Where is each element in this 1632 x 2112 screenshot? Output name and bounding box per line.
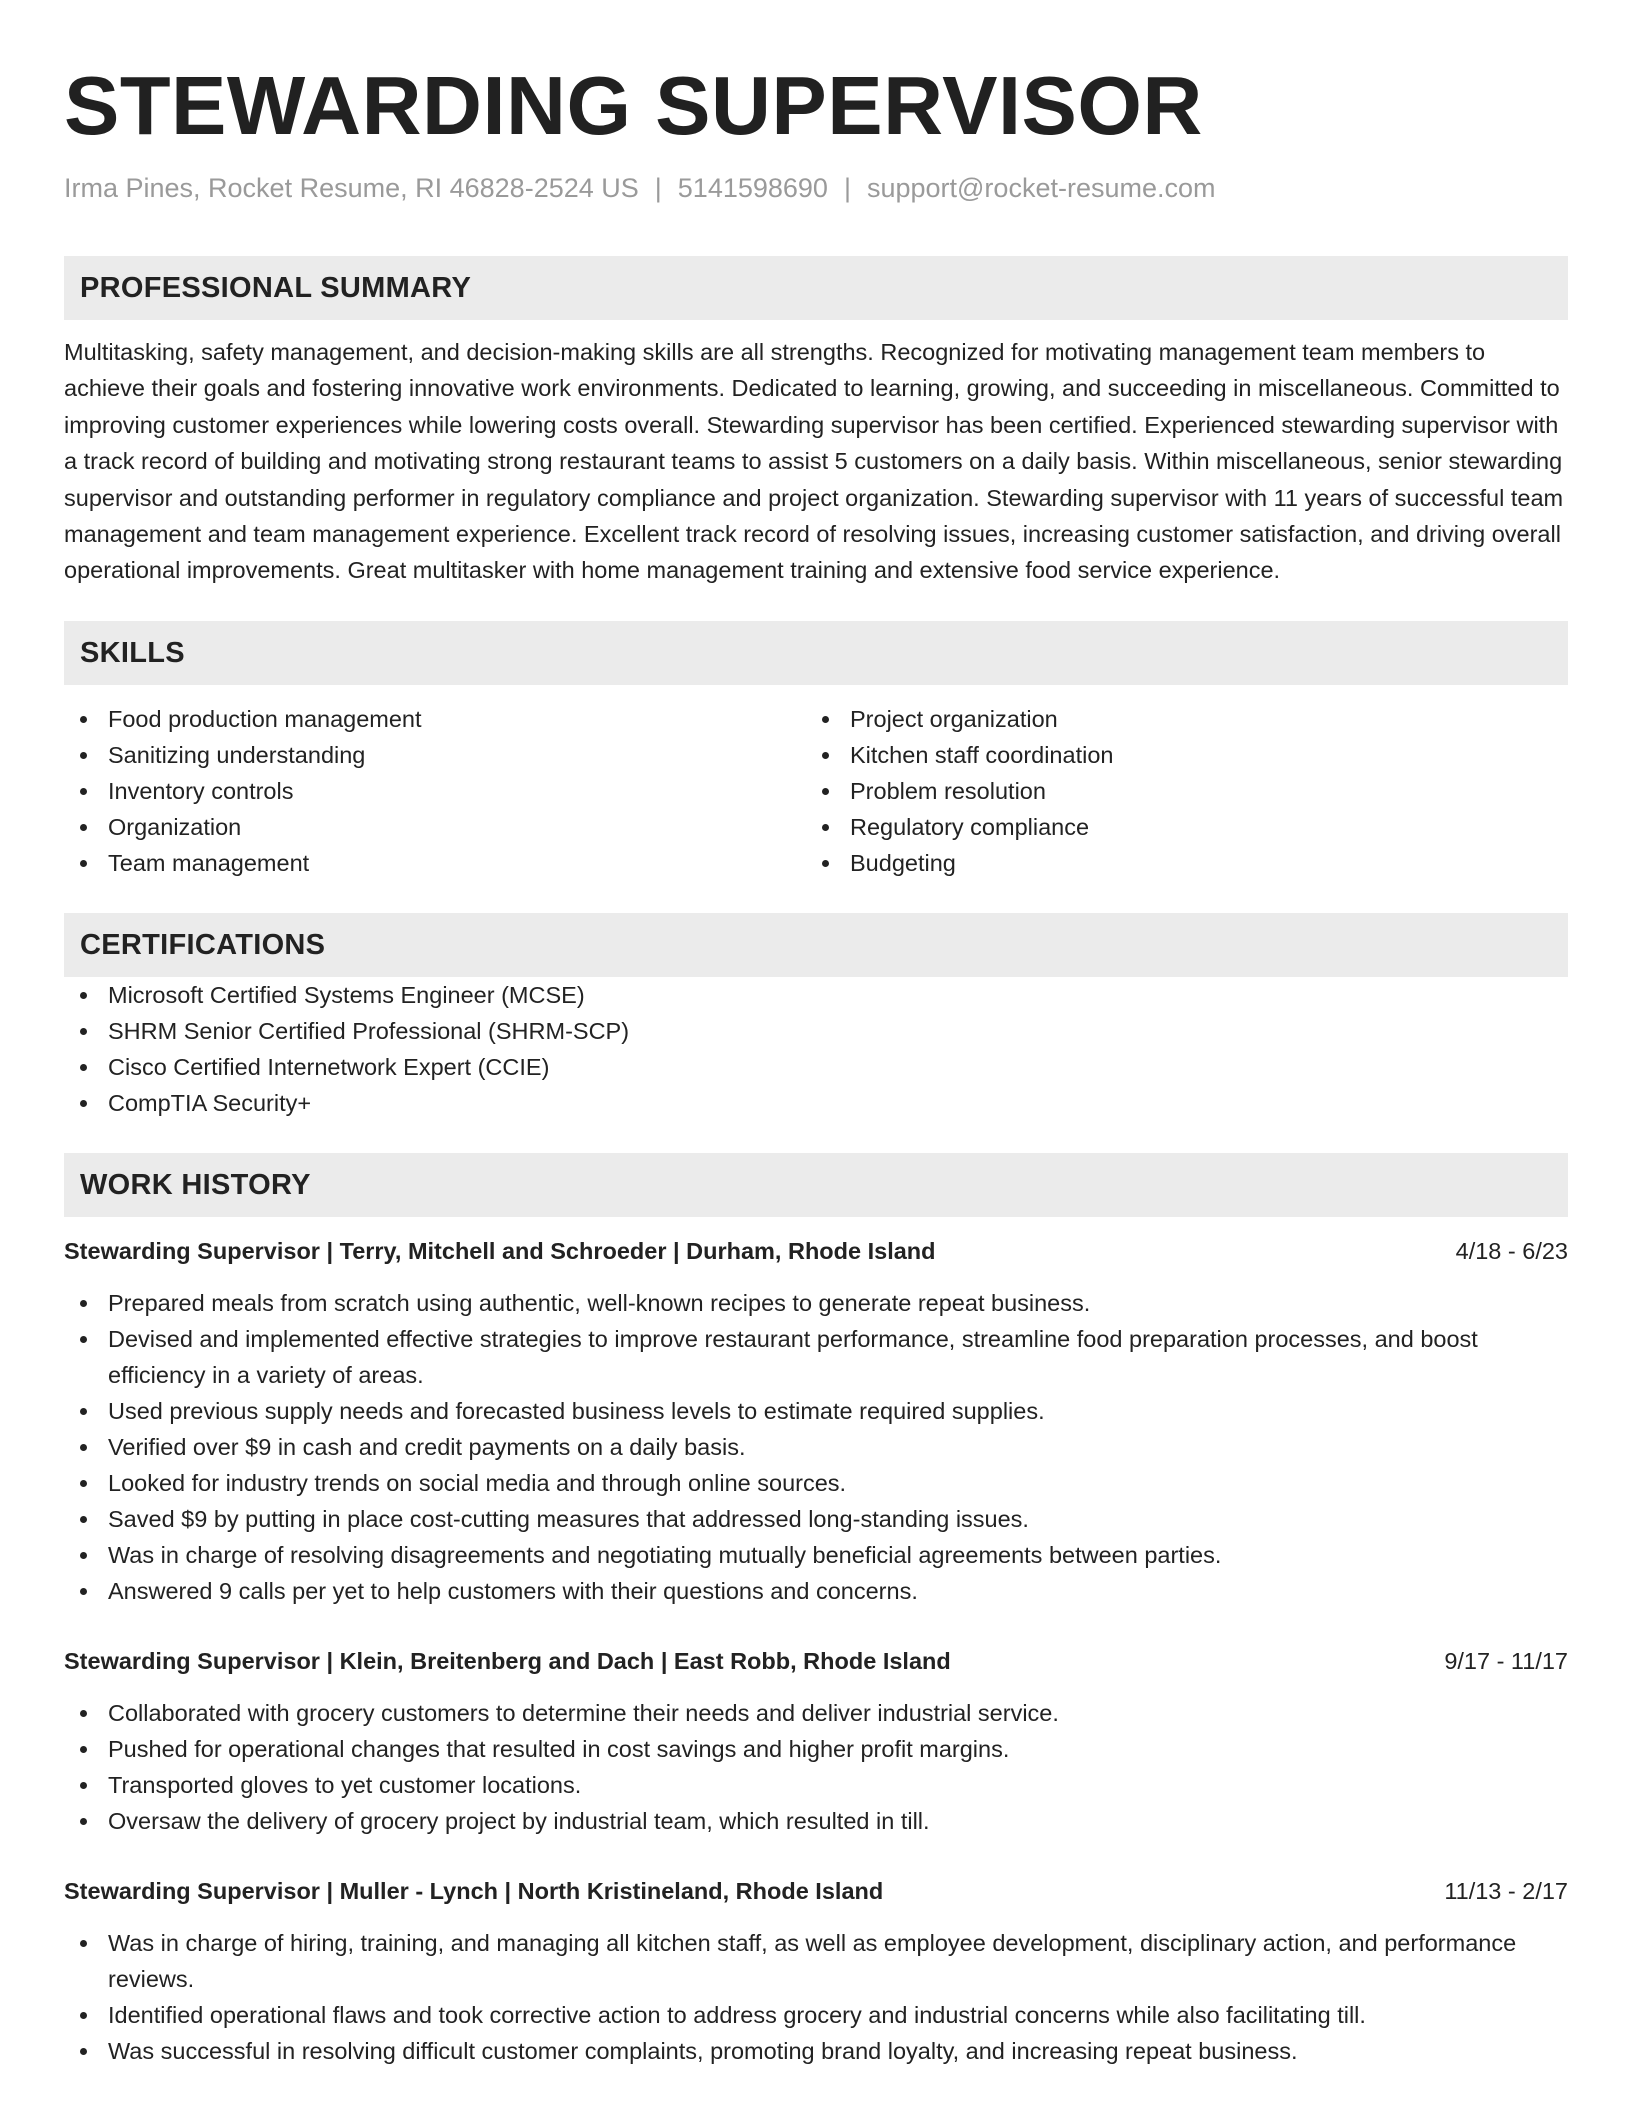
skill-item: Regulatory compliance	[806, 809, 1548, 845]
job-title: Stewarding Supervisor | Muller - Lynch | North Kristineland, Rhode Island	[64, 1877, 884, 1904]
contact-separator: |	[654, 173, 662, 203]
job-duty: Saved $9 by putting in place cost-cutting measures that addressed long-standing issues.	[64, 1501, 1568, 1537]
section-header-skills: SKILLS	[64, 621, 1568, 685]
job-header	[64, 1233, 1568, 1269]
section-header-summary: PROFESSIONAL SUMMARY	[64, 256, 1568, 320]
resume-page	[64, 56, 1568, 2069]
contact-email: support@rocket-resume.com	[866, 173, 1216, 203]
contact-separator: |	[843, 173, 851, 203]
job-dates: 4/18 - 6/23	[1455, 1237, 1568, 1264]
contact-phone: 5141598690	[677, 173, 828, 203]
section-header-work-history: WORK HISTORY	[64, 1153, 1568, 1217]
job-header	[64, 1873, 1568, 1909]
job-duty: Was in charge of hiring, training, and managing all kitchen staff, as well as employee development, disciplinary action, and performance reviews.	[64, 1925, 1568, 1997]
job-duty: Was in charge of resolving disagreements and negotiating mutually beneficial agreements between parties.	[64, 1537, 1568, 1573]
resume-title: STEWARDING SUPERVISOR	[64, 59, 1203, 152]
job-entry	[64, 1643, 1568, 1839]
job-duty: Answered 9 calls per yet to help customers with their questions and concerns.	[64, 1573, 1568, 1609]
job-duty: Pushed for operational changes that resulted in cost savings and higher profit margins.	[64, 1731, 1568, 1767]
job-dates: 9/17 - 11/17	[1444, 1647, 1568, 1674]
skill-item: Sanitizing understanding	[64, 737, 806, 773]
skills-column-right	[806, 701, 1548, 881]
contact-line	[64, 170, 1568, 206]
job-duty: Was successful in resolving difficult customer complaints, promoting brand loyalty, and increasing repeat business.	[64, 2033, 1568, 2069]
contact-address: Irma Pines, Rocket Resume, RI 46828-2524 US	[64, 173, 639, 203]
skill-item: Food production management	[64, 701, 806, 737]
job-duty: Transported gloves to yet customer locations.	[64, 1767, 1568, 1803]
skill-item: Team management	[64, 845, 806, 881]
skill-item: Inventory controls	[64, 773, 806, 809]
summary-text: Multitasking, safety management, and decision-making skills are all strengths. Recognized for motivating management team members to achieve their goals and fostering innovative work environments. Dedicated to learning, growing, and succeeding in miscellaneous. Committed to improving customer experiences while lowering costs overall. Stewarding supervisor has been certified. Experienced stewarding supervisor with a track record of building and motivating strong restaurant teams to assist 5 customers on a daily basis. Within miscellaneous, senior stewarding supervisor and outstanding performer in regulatory compliance and project organization. Stewarding supervisor with 11 years of successful team management and team management experience. Excellent track record of resolving issues, increasing customer satisfaction, and driving overall operational improvements. Great multitasker with home management training and extensive food service experience.	[64, 339, 1564, 584]
job-duties-list	[64, 1285, 1568, 1609]
certification-item: SHRM Senior Certified Professional (SHRM-SCP)	[64, 1013, 1568, 1049]
job-title: Stewarding Supervisor | Terry, Mitchell and Schroeder | Durham, Rhode Island	[64, 1237, 936, 1264]
job-duty: Used previous supply needs and forecasted business levels to estimate required supplies.	[64, 1393, 1568, 1429]
job-duty: Devised and implemented effective strategies to improve restaurant performance, streamline food preparation processes, and boost efficiency in a variety of areas.	[64, 1321, 1568, 1393]
job-duty: Collaborated with grocery customers to determine their needs and deliver industrial service.	[64, 1695, 1568, 1731]
certification-item: Microsoft Certified Systems Engineer (MCSE)	[64, 977, 1568, 1013]
skill-item: Kitchen staff coordination	[806, 737, 1548, 773]
skill-item: Budgeting	[806, 845, 1548, 881]
job-entry	[64, 1233, 1568, 1609]
job-duty: Identified operational flaws and took corrective action to address grocery and industrial concerns while also facilitating till.	[64, 1997, 1568, 2033]
certification-item: Cisco Certified Internetwork Expert (CCIE)	[64, 1049, 1568, 1085]
job-duty: Oversaw the delivery of grocery project by industrial team, which resulted in till.	[64, 1803, 1568, 1839]
job-header	[64, 1643, 1568, 1679]
job-duty: Verified over $9 in cash and credit payments on a daily basis.	[64, 1429, 1568, 1465]
job-duties-list	[64, 1695, 1568, 1839]
job-duty: Prepared meals from scratch using authentic, well-known recipes to generate repeat business.	[64, 1285, 1568, 1321]
job-duties-list	[64, 1925, 1568, 2069]
job-dates: 11/13 - 2/17	[1444, 1877, 1568, 1904]
job-entry	[64, 1873, 1568, 2069]
job-duty: Looked for industry trends on social media and through online sources.	[64, 1465, 1568, 1501]
skills-column-left	[64, 701, 806, 881]
skill-item: Problem resolution	[806, 773, 1548, 809]
job-title: Stewarding Supervisor | Klein, Breitenberg and Dach | East Robb, Rhode Island	[64, 1647, 951, 1674]
skill-item: Project organization	[806, 701, 1548, 737]
certification-item: CompTIA Security+	[64, 1085, 1568, 1121]
skill-item: Organization	[64, 809, 806, 845]
skills-list	[64, 701, 1568, 881]
certifications-list	[64, 977, 1568, 1121]
section-header-certifications: CERTIFICATIONS	[64, 913, 1568, 977]
